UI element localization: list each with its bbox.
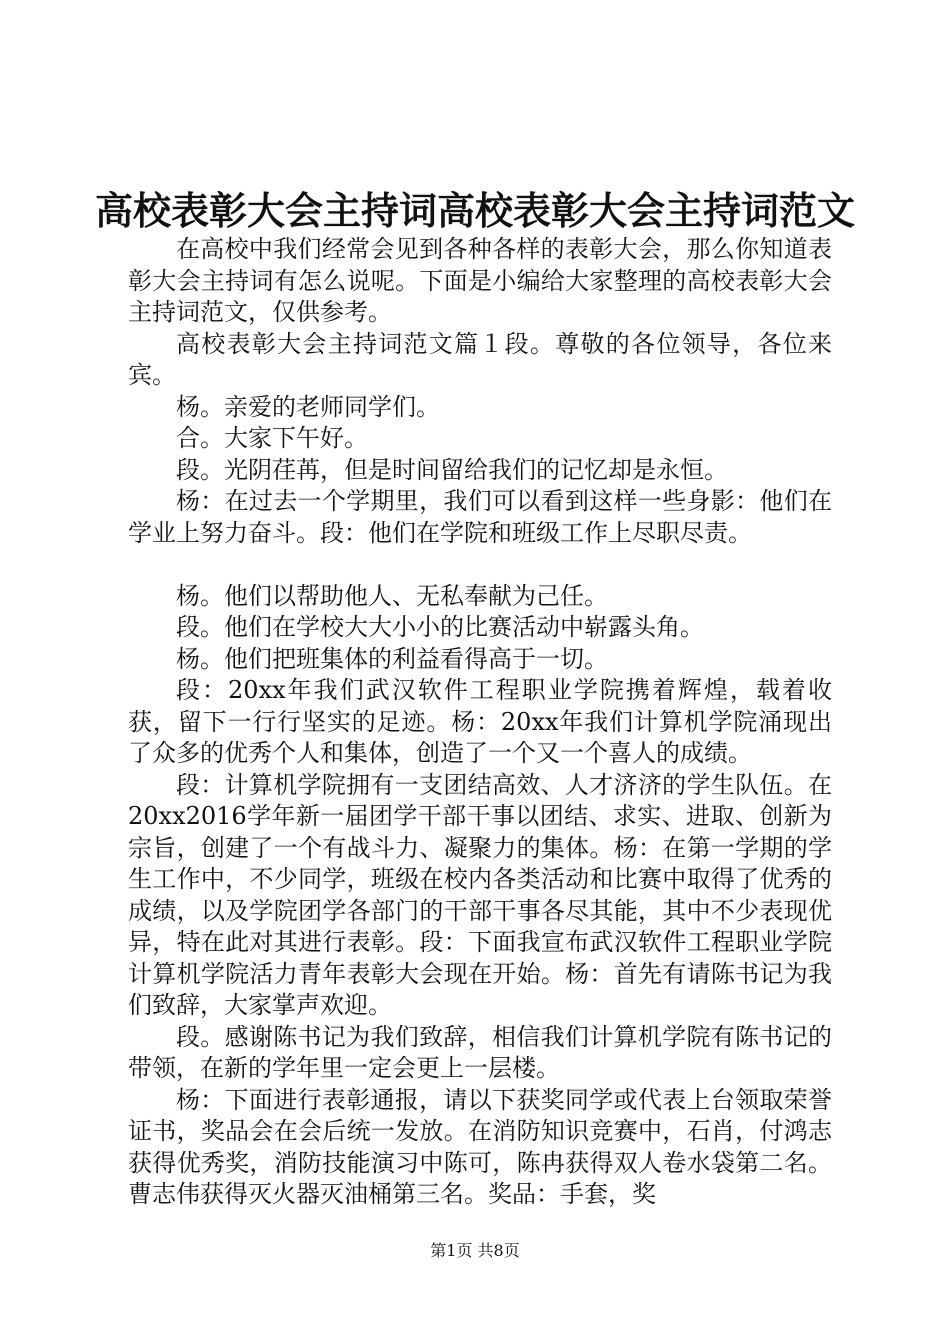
paragraph: 杨：下面进行表彰通报，请以下获奖同学或代表上台领取荣誉证书，奖品会在会后统一发放。在消防知识竞赛中，石肖，付鸿志获得优秀奖，消防技能演习中陈可，陈冉获得双人卷水袋第二名。曹志伟获得灭火器灭油桶第三名。奖品：手套，奖 <box>128 1085 832 1208</box>
document-title: 高校表彰大会主持词高校表彰大会主持词范文 <box>94 188 855 233</box>
paragraph: 段。感谢陈书记为我们致辞，相信我们计算机学院有陈书记的带领，在新的学年里一定会更上一层楼。 <box>128 1022 832 1082</box>
paragraph: 段。光阴荏苒，但是时间留给我们的记忆却是永恒。 <box>176 455 728 484</box>
paragraph: 杨。他们以帮助他人、无私奉献为己任。 <box>176 581 608 610</box>
paragraph: 段。他们在学校大大小小的比赛活动中崭露头角。 <box>176 613 704 641</box>
paragraph: 段：20xx年我们武汉软件工程职业学院携着辉煌，载着收获，留下一行行坚实的足迹。杨：20xx年我们计算机学院涌现出了众多的优秀个人和集体，创造了一个又一个喜人的成绩。 <box>128 676 832 767</box>
document-body <box>128 234 832 1211</box>
paragraph: 合。大家下午好。 <box>176 424 368 452</box>
paragraph: 杨：在过去一个学期里，我们可以看到这样一些身影：他们在学业上努力奋斗。段：他们在学院和班级工作上尽职尽责。 <box>128 487 832 547</box>
paragraph-gap <box>128 549 832 581</box>
paragraph: 在高校中我们经常会见到各种各样的表彰大会，那么你知道表彰大会主持词有怎么说呢。下面是小编给大家整理的高校表彰大会主持词范文，仅供参考。 <box>128 235 832 326</box>
paragraph: 杨。他们把班集体的利益看得高于一切。 <box>176 644 608 673</box>
paragraph: 杨。亲爱的老师同学们。 <box>176 392 440 421</box>
paragraph: 高校表彰大会主持词范文篇１段。尊敬的各位领导，各位来宾。 <box>128 329 832 389</box>
paragraph: 段：计算机学院拥有一支团结高效、人才济济的学生队伍。在20xx2016学年新一届团学干部干事以团结、求实、进取、创新为宗旨，创建了一个有战斗力、凝聚力的集体。杨：在第一学期的学生工作中，不少同学，班级在校内各类活动和比赛中取得了优秀的成绩，以及学院团学各部门的干部干事各尽其能，其中不少表现优异，特在此对其进行表彰。段：下面我宣布武汉软件工程职业学院计算机学院活力青年表彰大会现在开始。杨：首先有请陈书记为我们致辞，大家掌声欢迎。 <box>128 770 832 1019</box>
page-number-footer: 第1页 共8页 <box>430 1241 520 1260</box>
